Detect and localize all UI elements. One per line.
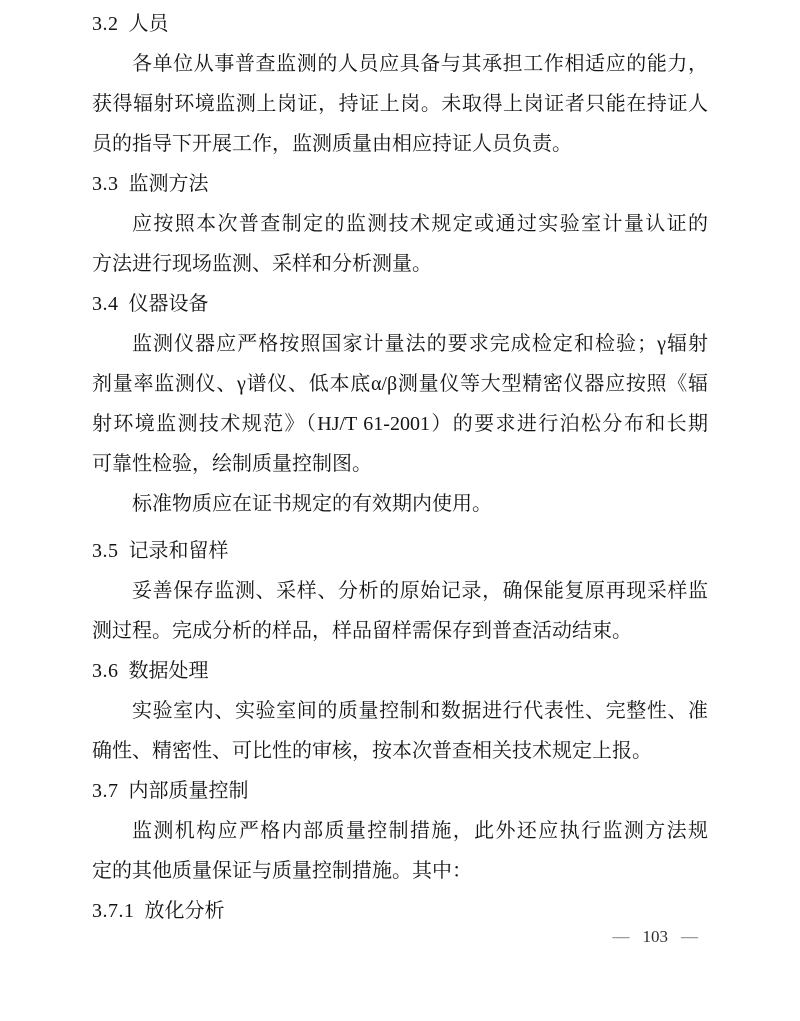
paragraph-line: 应按照本次普查制定的监测技术规定或通过实验室计量认证的	[132, 213, 708, 235]
paragraph-line: 各单位从事普查监测的人员应具备与其承担工作相适应的能力，	[132, 53, 708, 75]
section-number: 3.3	[92, 173, 119, 195]
paragraph-line: 获得辐射环境监测上岗证，持证上岗。未取得上岗证者只能在持证人	[92, 93, 708, 115]
paragraph-line: 定的其他质量保证与质量控制措施。其中：	[92, 860, 472, 882]
section-number: 3.5	[92, 540, 119, 562]
page-footer	[613, 922, 699, 952]
section-title: 监测方法	[128, 173, 209, 195]
page-number: 103	[642, 927, 668, 946]
section-number: 3.7.1	[92, 900, 135, 922]
paragraph-line: 监测仪器应严格按照国家计量法的要求完成检定和检验；γ辐射	[132, 333, 708, 355]
section-title: 仪器设备	[128, 293, 209, 315]
section-number: 3.4	[92, 293, 119, 315]
paragraph-line: 监测机构应严格内部质量控制措施，此外还应执行监测方法规	[132, 820, 708, 842]
paragraph-line: 妥善保存监测、采样、分析的原始记录，确保能复原再现采样监	[132, 580, 708, 602]
section-title: 内部质量控制	[128, 780, 249, 802]
paragraph-line: 实验室内、实验室间的质量控制和数据进行代表性、完整性、准	[132, 700, 708, 722]
section-number: 3.6	[92, 660, 119, 682]
section-heading	[92, 4, 708, 44]
paragraph-line: 测过程。完成分析的样品，样品留样需保存到普查活动结束。	[92, 620, 632, 642]
section-title: 记录和留样	[128, 540, 229, 562]
section-number: 3.7	[92, 780, 119, 802]
section-heading	[92, 531, 708, 571]
document-body	[92, 4, 708, 931]
footer-right-dash: —	[681, 929, 698, 945]
section-heading	[92, 651, 708, 691]
section-heading	[92, 284, 708, 324]
section-number: 3.2	[92, 13, 119, 35]
section-heading	[92, 771, 708, 811]
section-heading	[92, 164, 708, 204]
section-title: 人员	[128, 13, 169, 35]
footer-left-dash: —	[612, 929, 630, 945]
paragraph-line: 方法进行现场监测、采样和分析测量。	[92, 253, 432, 275]
paragraph-line: 可靠性检验，绘制质量控制图。	[92, 453, 372, 475]
paragraph-line: 确性、精密性、可比性的审核，按本次普查相关技术规定上报。	[92, 740, 652, 762]
section-title: 放化分析	[144, 900, 225, 922]
section-title: 数据处理	[128, 660, 209, 682]
paragraph-line: 剂量率监测仪、γ谱仪、低本底α/β测量仪等大型精密仪器应按照《辐	[92, 373, 708, 395]
paragraph-line: 员的指导下开展工作，监测质量由相应持证人员负责。	[92, 133, 572, 155]
paragraph-line: 射环境监测技术规范》（HJ/T 61-2001）的要求进行泊松分布和长期	[92, 413, 708, 435]
paragraph-line: 标准物质应在证书规定的有效期内使用。	[132, 493, 492, 515]
